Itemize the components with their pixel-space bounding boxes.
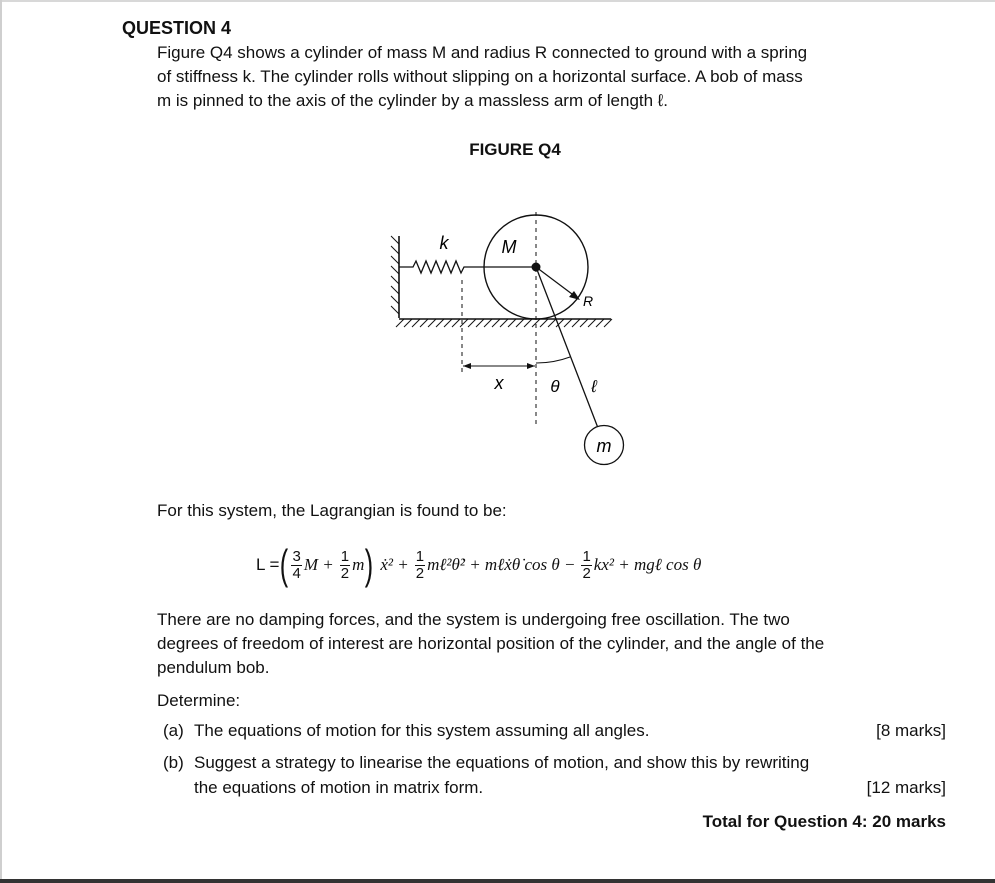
lagrangian-equation	[256, 540, 701, 590]
pendulum-arm	[536, 267, 598, 428]
part-a-text: The equations of motion for this system assuming all angles.	[194, 721, 650, 740]
part-b-text-line-2: the equations of motion in matrix form.	[194, 778, 484, 797]
label-theta: θ	[550, 377, 560, 396]
determine-label: Determine:	[157, 691, 241, 710]
eq-term-kinetic: mℓ²θ̇² + mℓẋθ̇ cos θ −	[427, 555, 576, 574]
eq-term-M: M +	[303, 555, 334, 574]
eq-frac-numerator: 1	[340, 547, 350, 565]
spring	[399, 261, 536, 273]
intro-line-3: m is pinned to the axis of the cylinder by a massless arm of length ℓ.	[157, 91, 669, 110]
description-line-1: There are no damping forces, and the system is undergoing free oscillation. The two	[157, 610, 790, 629]
page-left-border	[0, 0, 2, 883]
label-R: R	[582, 293, 594, 309]
intro-line-2: of stiffness k. The cylinder rolls without slipping on a horizontal surface. A bob of mass	[157, 67, 803, 86]
theta-arc	[536, 357, 570, 363]
total-marks: Total for Question 4: 20 marks	[702, 812, 946, 831]
eq-term-xdot: ẋ² +	[380, 555, 409, 574]
displacement-arrowhead-right	[527, 363, 535, 369]
description-line-2: degrees of freedom of interest are horizontal position of the cylinder, and the angle of the	[157, 634, 825, 653]
eq-frac-denominator: 4	[292, 564, 301, 582]
page-bottom-border	[0, 879, 995, 883]
lagrangian-intro: For this system, the Lagrangian is found to be:	[157, 501, 507, 520]
part-b-marks: [12 marks]	[866, 778, 946, 797]
label-m: m	[596, 436, 612, 456]
pivot-point	[532, 263, 541, 272]
eq-frac-1-2-b	[415, 549, 425, 582]
displacement-arrowhead-left	[463, 363, 471, 369]
label-M: M	[501, 237, 517, 257]
eq-close-paren: )	[365, 541, 374, 588]
question-title: QUESTION 4	[122, 18, 232, 38]
eq-term-potential: kx² + mgℓ cos θ	[593, 555, 702, 574]
eq-lhs: L =	[256, 555, 280, 574]
part-b-label: (b)	[163, 753, 184, 772]
figure-title: FIGURE Q4	[469, 140, 561, 159]
part-b-text-line-1: Suggest a strategy to linearise the equations of motion, and show this by rewriting	[194, 753, 810, 772]
intro-line-1: Figure Q4 shows a cylinder of mass M and radius R connected to ground with a spring	[157, 43, 808, 62]
eq-frac-denominator: 2	[340, 564, 350, 582]
label-k: k	[439, 233, 449, 253]
eq-frac-numerator: 1	[582, 547, 591, 565]
description-line-3: pendulum bob.	[157, 658, 270, 677]
eq-term-m: m	[352, 555, 365, 574]
eq-frac-denominator: 2	[415, 564, 425, 582]
part-a-marks: [8 marks]	[876, 721, 946, 740]
part-a-label: (a)	[163, 721, 184, 740]
eq-open-paren: (	[280, 541, 289, 588]
page-top-border	[0, 0, 995, 2]
eq-frac-numerator: 1	[415, 547, 425, 565]
label-x: x	[494, 373, 504, 393]
label-ell: ℓ	[591, 377, 597, 396]
figure-q4-diagram	[380, 205, 630, 475]
eq-frac-denominator: 2	[582, 564, 591, 582]
eq-frac-3-4	[291, 549, 301, 582]
eq-frac-numerator: 3	[292, 547, 301, 565]
eq-frac-1-2-a	[340, 549, 350, 582]
eq-frac-1-2-c	[581, 549, 591, 582]
ground-hatching	[396, 319, 612, 327]
wall-hatching	[391, 236, 399, 314]
